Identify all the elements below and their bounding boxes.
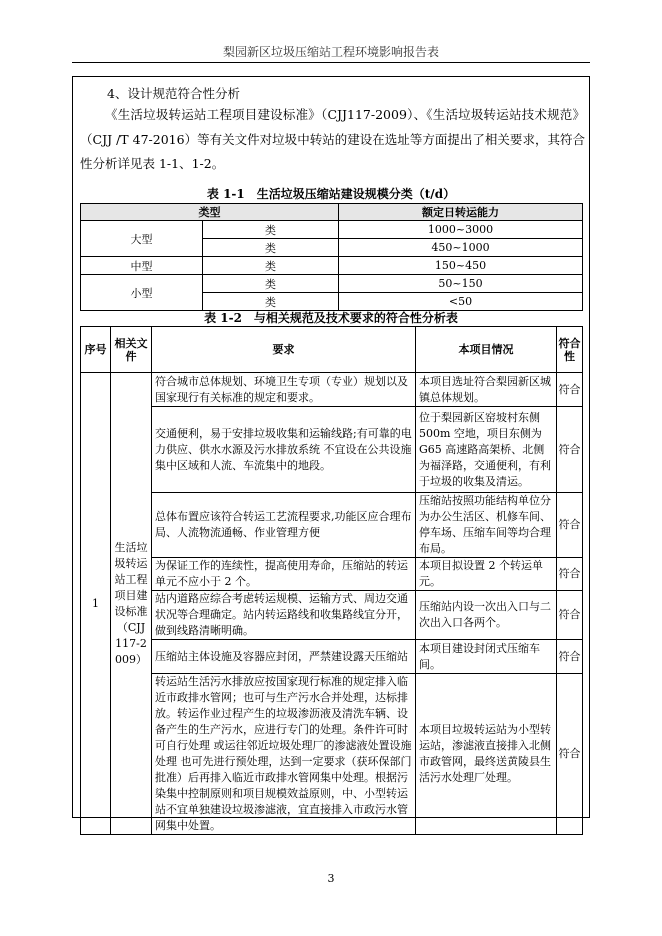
table-row <box>81 275 583 293</box>
table1-header-type: 类型 <box>81 204 339 221</box>
project-status-cell: 压缩站按照功能结构单位分为办公生活区、机修车间、停车场、压缩车间等均合理布局。 <box>416 493 557 558</box>
class-cell: 类 <box>203 293 339 311</box>
group-small: 小型 <box>81 275 203 311</box>
table2-header-row <box>81 327 583 373</box>
page-number: 3 <box>327 872 335 885</box>
table2-caption: 表 1-2 与相关规范及技术要求的符合性分析表 <box>204 311 458 325</box>
table-row <box>81 674 583 835</box>
class-cell: 类 <box>203 275 339 293</box>
requirement-cell: 压缩站主体设施及容器应封闭，严禁建设露天压缩站 <box>152 640 416 674</box>
class-cell: 类 <box>203 257 339 275</box>
table1-header-capacity: 额定日转运能力 <box>339 204 583 221</box>
table-row <box>81 373 583 407</box>
requirement-cell: 转运站生活污水排放应按国家现行标准的规定排入临近市政排水管网；也可与生产污水合并处理，达标排放。转运作业过程产生的垃圾渗沥液及清洗车辆、设备产生的生产污水，应进行专门的处理。条件许可时可自行处理 或运往邻近垃圾处理厂的渗滤液处置设施处理 也可先进行预处理，达到一定要求（获环保部门批准）后再排入临近市政排水管网集中处理。根据污染集中控制原则和项目规模效益原则，中、小型转运站不宜单独建设垃圾渗滤液，宜直接排入市政污水管网集中处置。 <box>152 674 416 835</box>
header-doc: 相关文件 <box>111 327 152 373</box>
compliance-cell: 符合 <box>557 591 583 640</box>
project-status-cell: 本项目选址符合梨园新区城镇总体规划。 <box>416 373 557 407</box>
requirement-cell: 为保证工作的连续性，提高使用寿命，压缩站的转运单元不应小于 2 个。 <box>152 558 416 591</box>
section-heading: 4、设计规范符合性分析 <box>107 86 240 101</box>
compliance-cell: 符合 <box>557 558 583 591</box>
capacity-cell: 50~150 <box>339 275 583 293</box>
table-row <box>81 640 583 674</box>
project-status-cell: 位于梨园新区窑坡村东侧500m 空地，项目东侧为G65 高速路高架桥、北侧为福泽路，交通便利，有利于垃圾的收集及清运。 <box>416 407 557 493</box>
group-medium: 中型 <box>81 257 203 275</box>
section-paragraph: 《生活垃圾转运站工程项目建设标准》（CJJ117-2009）、《生活垃圾转运站技术规范》（CJJ /T 47-2016）等有关文件对垃圾中转站的建设在选址等方面提出了相关要求，其符合性分析详见表 1-1、1-2。 <box>80 107 585 171</box>
project-status-cell: 本项目拟设置 2 个转运单元。 <box>416 558 557 591</box>
table-row <box>81 493 583 558</box>
capacity-cell: <50 <box>339 293 583 311</box>
header-ok: 符合性 <box>557 327 583 373</box>
scale-classification-table <box>80 203 583 311</box>
table-row <box>81 558 583 591</box>
capacity-cell: 450~1000 <box>339 239 583 257</box>
related-document-cell: 生活垃圾转运站工程项目建设标准（CJJ 117-2 009） <box>111 373 152 835</box>
header-req: 要求 <box>152 327 416 373</box>
compliance-cell: 符合 <box>557 373 583 407</box>
capacity-cell: 1000~3000 <box>339 221 583 239</box>
project-status-cell: 压缩站内设一次出入口与二次出入口各两个。 <box>416 591 557 640</box>
compliance-cell: 符合 <box>557 493 583 558</box>
capacity-cell: 150~450 <box>339 257 583 275</box>
project-status-cell: 本项目垃圾转运站为小型转运站，渗滤液直接排入北侧市政管网，最终送黄陵县生活污水处理厂处理。 <box>416 674 557 835</box>
table-row <box>81 591 583 640</box>
table-row <box>81 257 583 275</box>
page-header: 梨园新区垃圾压缩站工程环境影响报告表 <box>222 45 439 59</box>
table1-caption: 表 1-1 生活垃圾压缩站建设规模分类（t/d） <box>206 187 456 201</box>
seq-cell: 1 <box>81 373 111 835</box>
requirement-cell: 符合城市总体规划、环境卫生专项（专业）规划以及国家现行有关标准的规定和要求。 <box>152 373 416 407</box>
requirement-cell: 总体布置应该符合转运工艺流程要求,功能区应合理布局、人流物流通畅、作业管理方便 <box>152 493 416 558</box>
table-row <box>81 221 583 239</box>
class-cell: 类 <box>203 221 339 239</box>
requirement-cell: 交通便利，易于安排垃圾收集和运输线路;有可靠的电力供应、供水水源及污水排放系统 不宜设在公共设施集中区域和人流、车流集中的地段。 <box>152 407 416 493</box>
header-proj: 本项目情况 <box>416 327 557 373</box>
project-status-cell: 本项目建设封闭式压缩车间。 <box>416 640 557 674</box>
class-cell: 类 <box>203 239 339 257</box>
table1-header-row <box>81 204 583 221</box>
compliance-cell: 符合 <box>557 640 583 674</box>
header-rule <box>72 62 590 63</box>
requirement-cell: 站内道路应综合考虑转运规模、运输方式、周边交通状况等合理确定。站内转运路线和收集路线宜分开，做到线路清晰明确。 <box>152 591 416 640</box>
compliance-analysis-table <box>80 326 583 835</box>
compliance-cell: 符合 <box>557 407 583 493</box>
table-row <box>81 407 583 493</box>
group-large: 大型 <box>81 221 203 257</box>
compliance-cell: 符合 <box>557 674 583 835</box>
header-seq: 序号 <box>81 327 111 373</box>
